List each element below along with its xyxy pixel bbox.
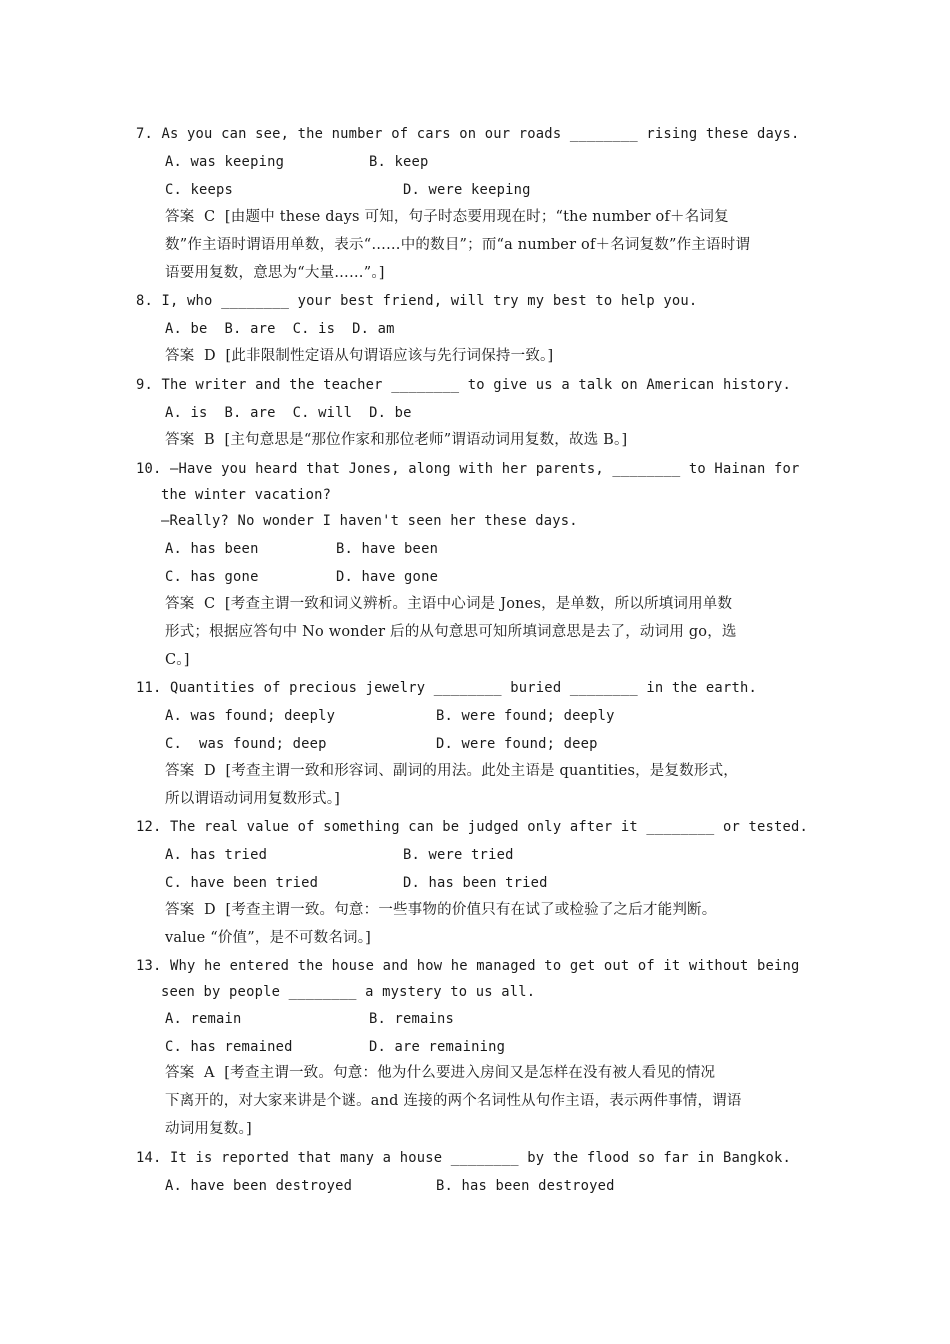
- answer-line: 答案 D [此非限制性定语从句谓语应该与先行词保持一致。]: [165, 348, 554, 364]
- question-stem: 9. The writer and the teacher ________ to give us a talk on American history.: [136, 377, 791, 393]
- options-inline: A. be B. are C. is D. am: [165, 321, 395, 337]
- question-stem: 12. The real value of something can be judged only after it ________ or tested.: [136, 819, 809, 835]
- option-b: B. were tried: [403, 847, 514, 863]
- question-stem: 10. —Have you heard that Jones, along with her parents, ________ to Hainan for: [136, 461, 800, 477]
- answer-line: 答案 A [考查主谓一致。句意：他为什么要进入房间又是怎样在没有被人看见的情况: [165, 1065, 716, 1081]
- question-stem: the winter vacation?: [161, 487, 332, 503]
- option-b: B. remains: [369, 1011, 455, 1027]
- option-a: A. has been: [165, 541, 259, 557]
- option-c: C. has gone: [165, 569, 259, 585]
- option-a: A. remain: [165, 1011, 242, 1027]
- option-b: B. has been destroyed: [436, 1178, 615, 1194]
- answer-line: 数”作主语时谓语用单数，表示“……中的数目”；而“a number of＋名词复数”作主语时谓: [165, 237, 751, 253]
- option-d: D. have gone: [336, 569, 439, 585]
- answer-line: 形式；根据应答句中 No wonder 后的从句意思可知所填词意思是去了，动词用 go，选: [165, 624, 737, 640]
- options-inline: A. is B. are C. will D. be: [165, 405, 412, 421]
- answer-line: C。]: [165, 652, 190, 668]
- question-stem: seen by people ________ a mystery to us all.: [161, 984, 536, 1000]
- question-stem: 14. It is reported that many a house ________ by the flood so far in Bangkok.: [136, 1150, 791, 1166]
- option-a: A. was found; deeply: [165, 708, 336, 724]
- option-d: D. were keeping: [403, 182, 531, 198]
- answer-line: 答案 B [主句意思是“那位作家和那位老师”谓语动词用复数，故选 B。]: [165, 432, 628, 448]
- question-stem: 8. I, who ________ your best friend, will try my best to help you.: [136, 293, 698, 309]
- question-stem: —Really? No wonder I haven't seen her these days.: [161, 513, 578, 529]
- option-d: D. has been tried: [403, 875, 548, 891]
- option-b: B. keep: [369, 154, 429, 170]
- answer-line: 答案 D [考查主谓一致和形容词、副词的用法。此处主语是 quantities，是复数形式，: [165, 763, 738, 779]
- option-d: D. were found; deep: [436, 736, 598, 752]
- answer-line: 动词用复数。]: [165, 1121, 252, 1137]
- question-stem: 11. Quantities of precious jewelry ________ buried ________ in the earth.: [136, 680, 757, 696]
- question-stem: 7. As you can see, the number of cars on our roads ________ rising these days.: [136, 126, 800, 142]
- option-d: D. are remaining: [369, 1039, 506, 1055]
- answer-line: 答案 C [考查主谓一致和词义辨析。主语中心词是 Jones，是单数，所以所填词用单数: [165, 596, 733, 612]
- option-a: A. has tried: [165, 847, 268, 863]
- answer-line: 语要用复数，意思为“大量……”。]: [165, 265, 385, 281]
- question-stem: 13. Why he entered the house and how he managed to get out of it without being: [136, 958, 800, 974]
- answer-line: 下离开的，对大家来讲是个谜。and 连接的两个名词性从句作主语，表示两件事情，谓语: [165, 1093, 742, 1109]
- answer-line: 答案 D [考查主谓一致。句意：一些事物的价值只有在试了或检验了之后才能判断。: [165, 902, 717, 918]
- option-c: C. has remained: [165, 1039, 293, 1055]
- answer-line: value “价值”，是不可数名词。]: [165, 930, 372, 946]
- option-c: C. keeps: [165, 182, 234, 198]
- option-a: A. was keeping: [165, 154, 285, 170]
- answer-line: 答案 C [由题中 these days 可知，句子时态要用现在时；“the number of＋名词复: [165, 209, 729, 225]
- option-c: C. was found; deep: [165, 736, 327, 752]
- option-b: B. have been: [336, 541, 439, 557]
- option-a: A. have been destroyed: [165, 1178, 353, 1194]
- option-b: B. were found; deeply: [436, 708, 615, 724]
- option-c: C. have been tried: [165, 875, 319, 891]
- answer-line: 所以谓语动词用复数形式。]: [165, 791, 341, 807]
